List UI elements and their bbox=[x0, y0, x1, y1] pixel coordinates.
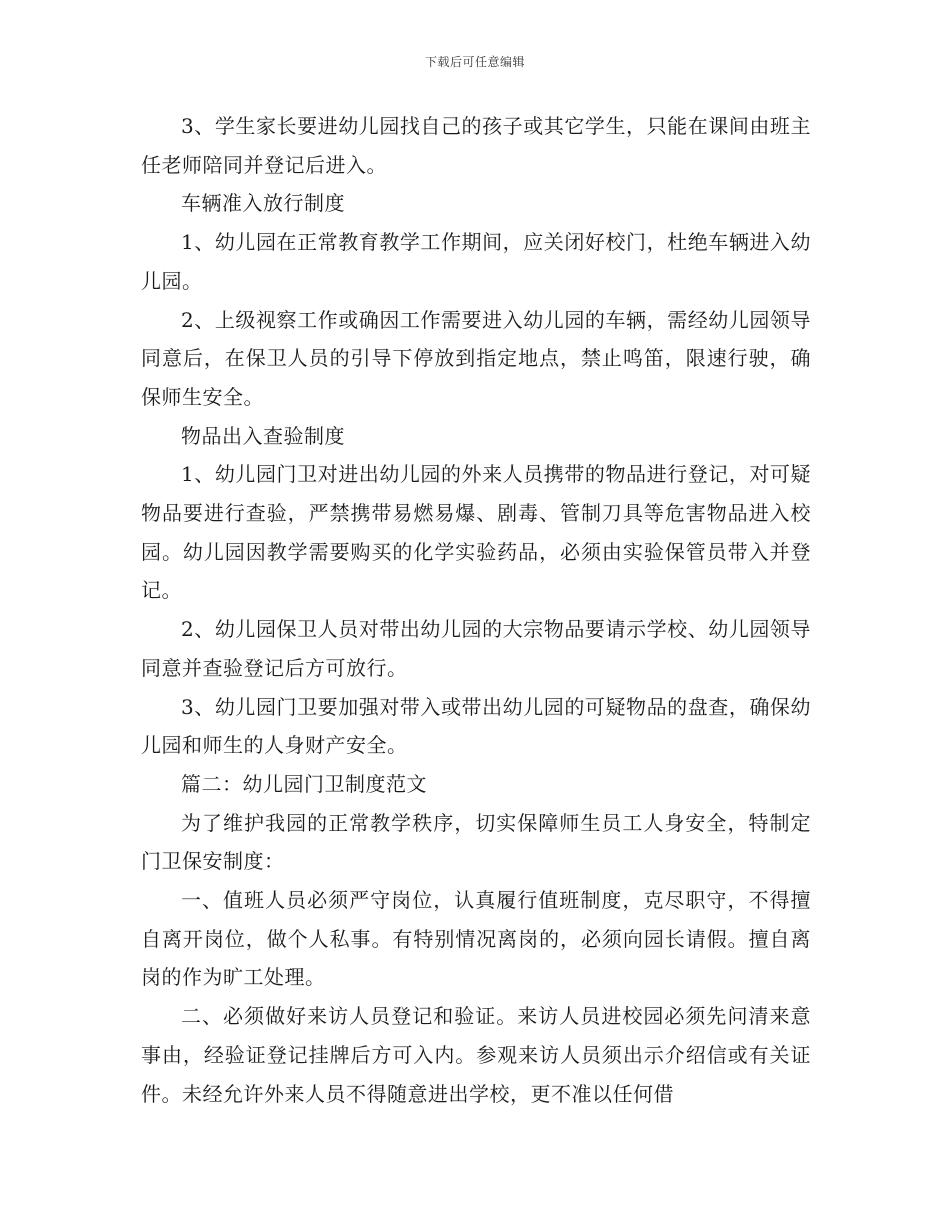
paragraph-visitor-parents: 3、学生家长要进幼儿园找自己的孩子或其它学生，只能在课间由班主任老师陪同并登记后进入。 bbox=[141, 114, 811, 177]
paragraph-item-rule-2: 2、幼儿园保卫人员对带出幼儿园的大宗物品要请示学校、幼儿园领导同意并查验登记后方可放行。 bbox=[141, 617, 811, 680]
document-body bbox=[141, 107, 811, 1113]
paragraph-vehicle-rule-2: 2、上级视察工作或确因工作需要进入幼儿园的车辆，需经幼儿园领导同意后，在保卫人员的引导下停放到指定地点，禁止鸣笛，限速行驶，确保师生安全。 bbox=[141, 307, 811, 409]
paragraph-item-rule-1: 1、幼儿园门卫对进出幼儿园的外来人员携带的物品进行登记，对可疑物品要进行查验，严禁携带易燃易爆、剧毒、管制刀具等危害物品进入校园。幼儿园因教学需要购买的化学实验药品，必须由实验保管员带入并登记。 bbox=[141, 462, 811, 603]
paragraph-rule-one: 一、值班人员必须严守岗位，认真履行值班制度，克尽职守，不得擅自离开岗位，做个人私事。有特别情况离岗的，必须向园长请假。擅自离岗的作为旷工处理。 bbox=[141, 888, 811, 990]
section-heading-part-two: 篇二：幼儿园门卫制度范文 bbox=[181, 771, 427, 796]
paragraph-intro: 为了维护我园的正常教学秩序，切实保障师生员工人身安全，特制定门卫保安制度： bbox=[141, 810, 811, 874]
paragraph-vehicle-rule-1: 1、幼儿园在正常教育教学工作期间，应关闭好校门，杜绝车辆进入幼儿园。 bbox=[141, 230, 811, 293]
paragraph-rule-two: 二、必须做好来访人员登记和验证。来访人员进校园必须先问清来意事由，经验证登记挂牌后方可入内。参观来访人员须出示介绍信或有关证件。未经允许外来人员不得随意进出学校，更不准以任何借 bbox=[141, 1004, 811, 1106]
paragraph-item-rule-3: 3、幼儿园门卫要加强对带入或带出幼儿园的可疑物品的盘查，确保幼儿园和师生的人身财产安全。 bbox=[141, 694, 811, 758]
section-heading-items: 物品出入查验制度 bbox=[181, 423, 345, 448]
section-heading-vehicles: 车辆准入放行制度 bbox=[181, 191, 345, 216]
page-header: 下载后可任意编辑 bbox=[424, 55, 525, 69]
